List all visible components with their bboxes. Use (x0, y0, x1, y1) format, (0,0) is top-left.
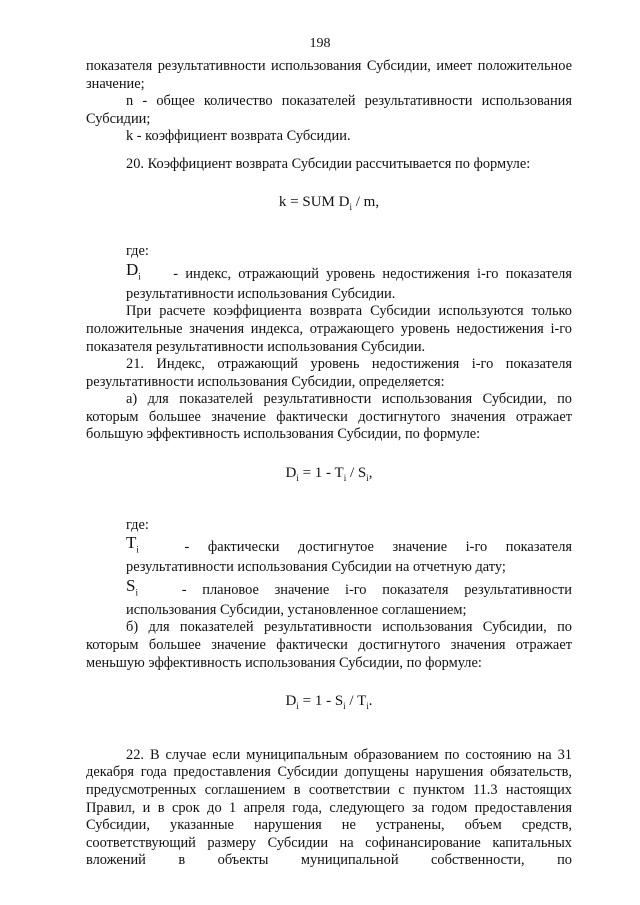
paragraph-continuation: показателя результативности использования Субсидии, имеет положительное значение; (86, 58, 572, 92)
symbol-t: $T_i$ (126, 533, 139, 555)
paragraph-22: 22. В случае если муниципальным образованием по состоянию на 31 декабря года предоставления Субсидии допущены нарушения обязательств, предусмотренных соглашением в соответствии с пунктом 11.3 настоящих Правил, и в срок до 1 апреля года, следующего за годом предоставления Субсидии, указанные нарушения не устранены, объем средств, соответствующий размеру Субсидии на софинансирование капитальных вложений в объекты муниципальной собственности, по (86, 746, 572, 869)
paragraph-n-definition: n - общее количество показателей результативности использования Субсидии; (86, 93, 572, 127)
where-label-1: где: (126, 243, 149, 260)
definition-s: $S_i$ - плановое значение i-го показателя результативности использования Субсидии, установленное соглашением; (126, 575, 572, 618)
definition-t: $T_i$ - фактически достигнутое значение i-го показателя результативности использования Субсидии на отчетную дату; (126, 533, 572, 576)
page-content (86, 58, 572, 870)
formula-d-b: $D_i = 1 - S_i / T_i$. (285, 693, 373, 712)
symbol-s: $S_i$ (126, 575, 138, 598)
formula-d-a: $D_i = 1 - T_i / S_i$, (285, 465, 373, 484)
page-number: 198 (309, 36, 331, 51)
definition-d: $D_i$ - индекс, отражающий уровень недостижения i-го показателя результативности использования Субсидии. (126, 259, 572, 302)
paragraph-21: 21. Индекс, отражающий уровень недостижения i-го показателя результативности использования Субсидии, определяется: (86, 356, 572, 390)
paragraph-20: 20. Коэффициент возврата Субсидии рассчитывается по формуле: (126, 155, 531, 172)
where-label-2: где: (126, 516, 149, 533)
symbol-d: $D_i$ (126, 259, 141, 282)
paragraph-k-definition: k - коэффициент возврата Субсидии. (126, 128, 351, 145)
formula-k: k = SUM $D_i$ / m, (278, 193, 380, 212)
paragraph-21a: а) для показателей результативности использования Субсидии, по которым большее значение фактически достигнутого значения отражает большую эффективность использования Субсидии, по формуле: (86, 391, 572, 443)
paragraph-positive-values: При расчете коэффициента возврата Субсидии используются только положительные значения индекса, отражающего уровень недостижения i-го показателя результативности использования Субсидии. (86, 303, 572, 355)
paragraph-21b: б) для показателей результативности использования Субсидии, по которым большее значение фактически достигнутого значения отражает меньшую эффективность использования Субсидии, по формуле: (86, 619, 572, 671)
